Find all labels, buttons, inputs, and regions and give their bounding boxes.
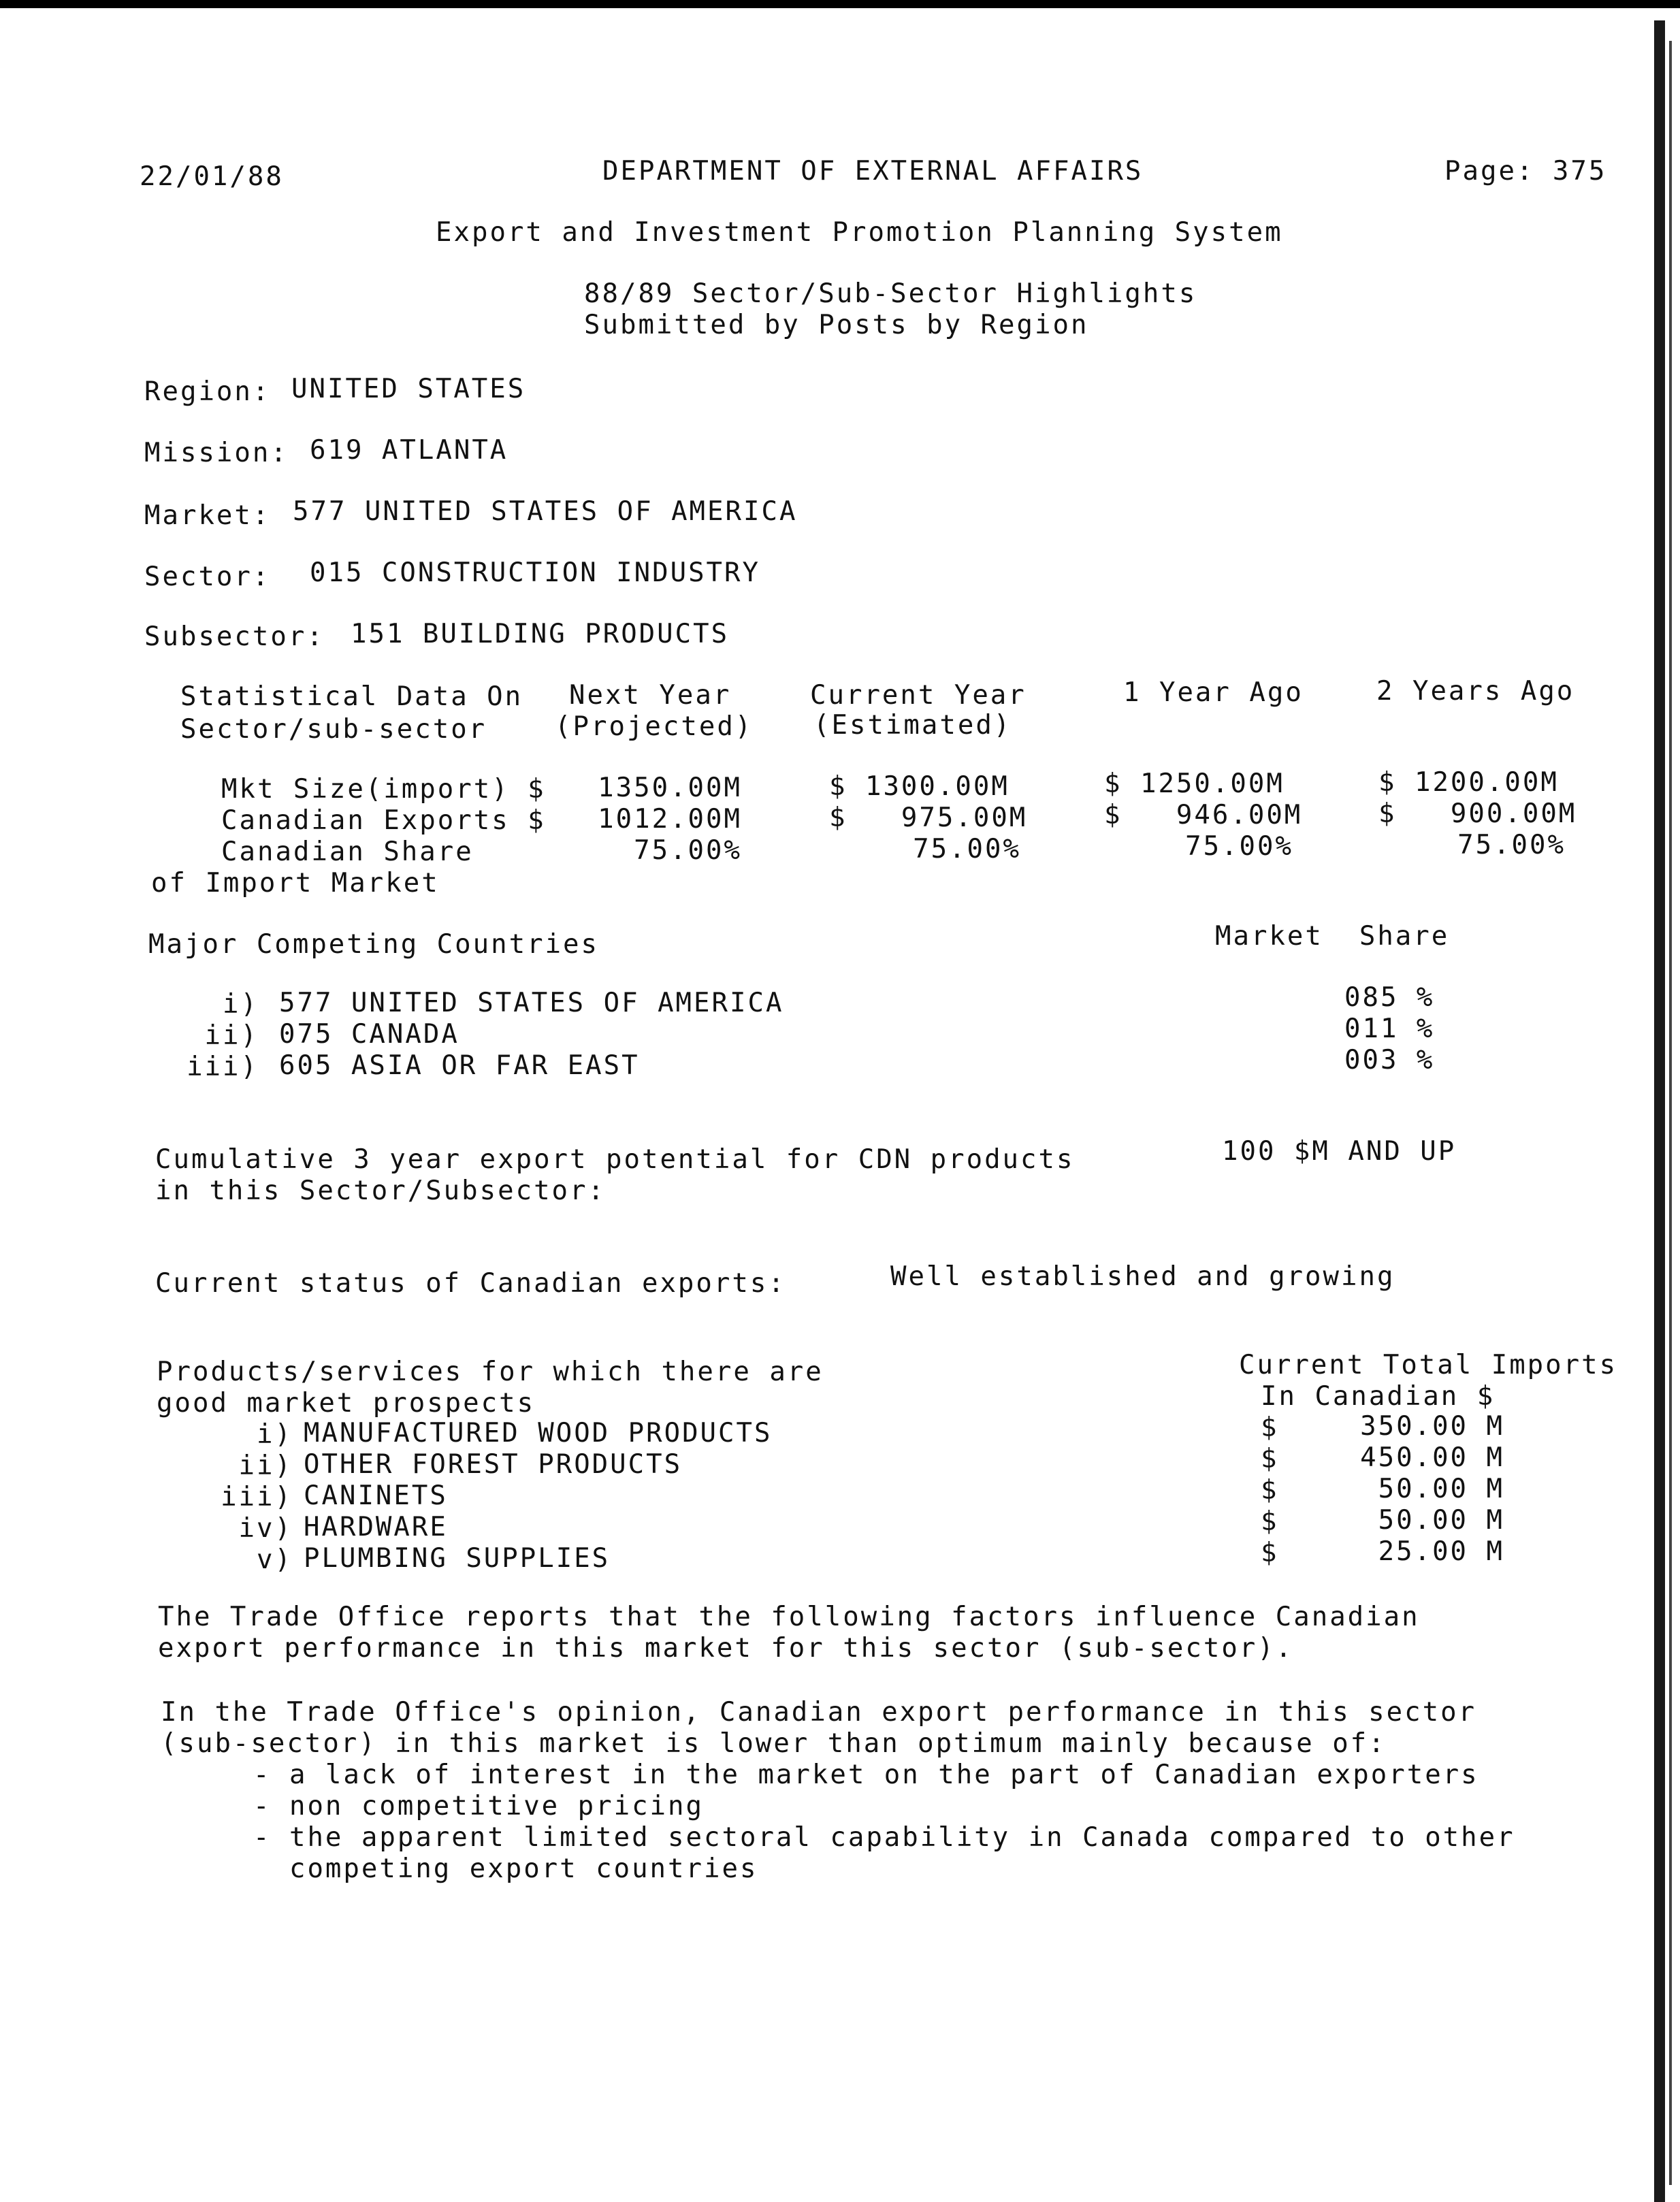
scan-border-right-inner xyxy=(1669,41,1672,2185)
product-num: ii) xyxy=(238,1451,293,1481)
competitor-num: i) xyxy=(223,989,259,1020)
opinion-bullet: competing export countries xyxy=(253,1853,758,1884)
col-2-years-ago: 2 Years Ago xyxy=(1376,676,1575,707)
col-next-year: Next Year xyxy=(569,680,732,711)
cdn-exports-2yr: $ 900.00M xyxy=(1378,798,1577,829)
cdn-share-current: 75.00% xyxy=(913,834,1021,864)
factors-line1: The Trade Office reports that the following factors influence Canadian xyxy=(158,1602,1420,1632)
competitor-share: 003 % xyxy=(1344,1045,1435,1075)
col-1-year-ago: 1 Year Ago xyxy=(1123,677,1304,708)
cdn-share-suffix: of Import Market xyxy=(151,868,440,898)
imports-heading-2: In Canadian $ xyxy=(1261,1381,1496,1412)
competitor-num: ii) xyxy=(204,1020,259,1051)
competitor-name: 605 ASIA OR FAR EAST xyxy=(279,1050,640,1081)
product-name: MANUFACTURED WOOD PRODUCTS xyxy=(304,1418,773,1448)
report-subtitle: Submitted by Posts by Region xyxy=(584,310,1089,340)
department-title: DEPARTMENT OF EXTERNAL AFFAIRS xyxy=(602,156,1144,187)
opinion-line2: (sub-sector) in this market is lower than optimum mainly because of: xyxy=(161,1728,1387,1759)
product-name: OTHER FOREST PRODUCTS xyxy=(304,1449,683,1480)
report-date: 22/01/88 xyxy=(140,161,284,192)
market-label: Market: xyxy=(144,500,271,531)
potential-line1: Cumulative 3 year export potential for CDN products xyxy=(155,1144,1075,1175)
mission-label: Mission: xyxy=(144,438,289,468)
product-amount: 350.00 M xyxy=(1360,1411,1504,1442)
region-value: UNITED STATES xyxy=(291,374,526,404)
market-value: 577 UNITED STATES OF AMERICA xyxy=(293,496,798,527)
col-next-year-sub: (Projected) xyxy=(555,711,754,742)
col-current-year: Current Year xyxy=(810,680,1027,711)
products-heading-2: good market prospects xyxy=(157,1388,536,1419)
competitors-heading: Major Competing Countries xyxy=(148,929,599,960)
cdn-exports-1yr: $ 946.00M xyxy=(1104,800,1303,830)
cdn-share-next: 75.00% xyxy=(634,835,742,866)
stats-heading-1: Statistical Data On xyxy=(180,681,523,712)
mkt-size-1yr: $ 1250.00M xyxy=(1104,768,1285,799)
system-title: Export and Investment Promotion Planning System xyxy=(436,217,1283,248)
product-num: v) xyxy=(257,1544,293,1575)
cdn-exports-next: 1012.00M xyxy=(598,804,742,835)
scan-border-top xyxy=(0,0,1680,8)
product-currency: $ xyxy=(1261,1412,1279,1443)
opinion-bullet: - a lack of interest in the market on the part of Canadian exporters xyxy=(253,1760,1479,1790)
report-title: 88/89 Sector/Sub-Sector Highlights xyxy=(584,278,1197,309)
cdn-share-2yr: 75.00% xyxy=(1457,830,1566,860)
product-name: CANINETS xyxy=(304,1480,448,1511)
sector-value: 015 CONSTRUCTION INDUSTRY xyxy=(310,557,760,588)
product-amount: 450.00 M xyxy=(1360,1442,1504,1473)
product-num: iii) xyxy=(221,1482,293,1512)
opinion-line1: In the Trade Office's opinion, Canadian export performance in this sector xyxy=(161,1697,1477,1728)
imports-heading-1: Current Total Imports xyxy=(1239,1350,1618,1380)
col-current-year-sub: (Estimated) xyxy=(813,710,1012,741)
product-currency: $ xyxy=(1261,1506,1279,1537)
product-amount: 50.00 M xyxy=(1378,1505,1504,1536)
status-label: Current status of Canadian exports: xyxy=(155,1268,786,1299)
stats-heading-2: Sector/sub-sector xyxy=(180,714,487,745)
mission-value: 619 ATLANTA xyxy=(310,435,508,466)
product-amount: 25.00 M xyxy=(1378,1536,1504,1567)
cdn-share-label: Canadian Share xyxy=(221,837,474,867)
potential-line2: in this Sector/Subsector: xyxy=(155,1176,606,1206)
product-amount: 50.00 M xyxy=(1378,1474,1504,1504)
scan-border-right xyxy=(1654,20,1665,2202)
mkt-size-label: Mkt Size(import) $ xyxy=(221,774,546,805)
competitor-name: 075 CANADA xyxy=(279,1019,459,1050)
opinion-bullet: - non competitive pricing xyxy=(253,1791,704,1821)
cdn-exports-current: $ 975.00M xyxy=(829,803,1028,833)
mkt-size-2yr: $ 1200.00M xyxy=(1378,767,1559,798)
products-heading-1: Products/services for which there are xyxy=(157,1357,824,1387)
cdn-exports-label: Canadian Exports $ xyxy=(221,805,546,836)
potential-value: 100 $M AND UP xyxy=(1222,1136,1457,1167)
product-currency: $ xyxy=(1261,1475,1279,1506)
product-num: iv) xyxy=(238,1513,293,1544)
competitor-share: 011 % xyxy=(1344,1014,1435,1044)
product-name: HARDWARE xyxy=(304,1512,448,1542)
cdn-share-1yr: 75.00% xyxy=(1185,831,1293,862)
sector-label: Sector: xyxy=(144,562,271,592)
page-number: Page: 375 xyxy=(1444,156,1607,187)
region-label: Region: xyxy=(144,376,271,407)
mkt-size-next: 1350.00M xyxy=(598,773,742,803)
product-num: i) xyxy=(257,1419,293,1450)
product-currency: $ xyxy=(1261,1538,1279,1568)
opinion-bullet: - the apparent limited sectoral capability in Canada compared to other xyxy=(253,1822,1515,1853)
competitor-name: 577 UNITED STATES OF AMERICA xyxy=(279,988,784,1018)
competitor-share: 085 % xyxy=(1344,982,1435,1013)
market-share-heading: Market Share xyxy=(1215,921,1450,952)
product-currency: $ xyxy=(1261,1444,1279,1474)
subsector-value: 151 BUILDING PRODUCTS xyxy=(351,619,730,649)
status-value: Well established and growing xyxy=(890,1261,1395,1292)
subsector-label: Subsector: xyxy=(144,621,325,652)
competitor-num: iii) xyxy=(187,1052,259,1082)
mkt-size-current: $ 1300.00M xyxy=(829,771,1009,802)
factors-line2: export performance in this market for this sector (sub-sector). xyxy=(158,1633,1294,1664)
product-name: PLUMBING SUPPLIES xyxy=(304,1543,611,1574)
